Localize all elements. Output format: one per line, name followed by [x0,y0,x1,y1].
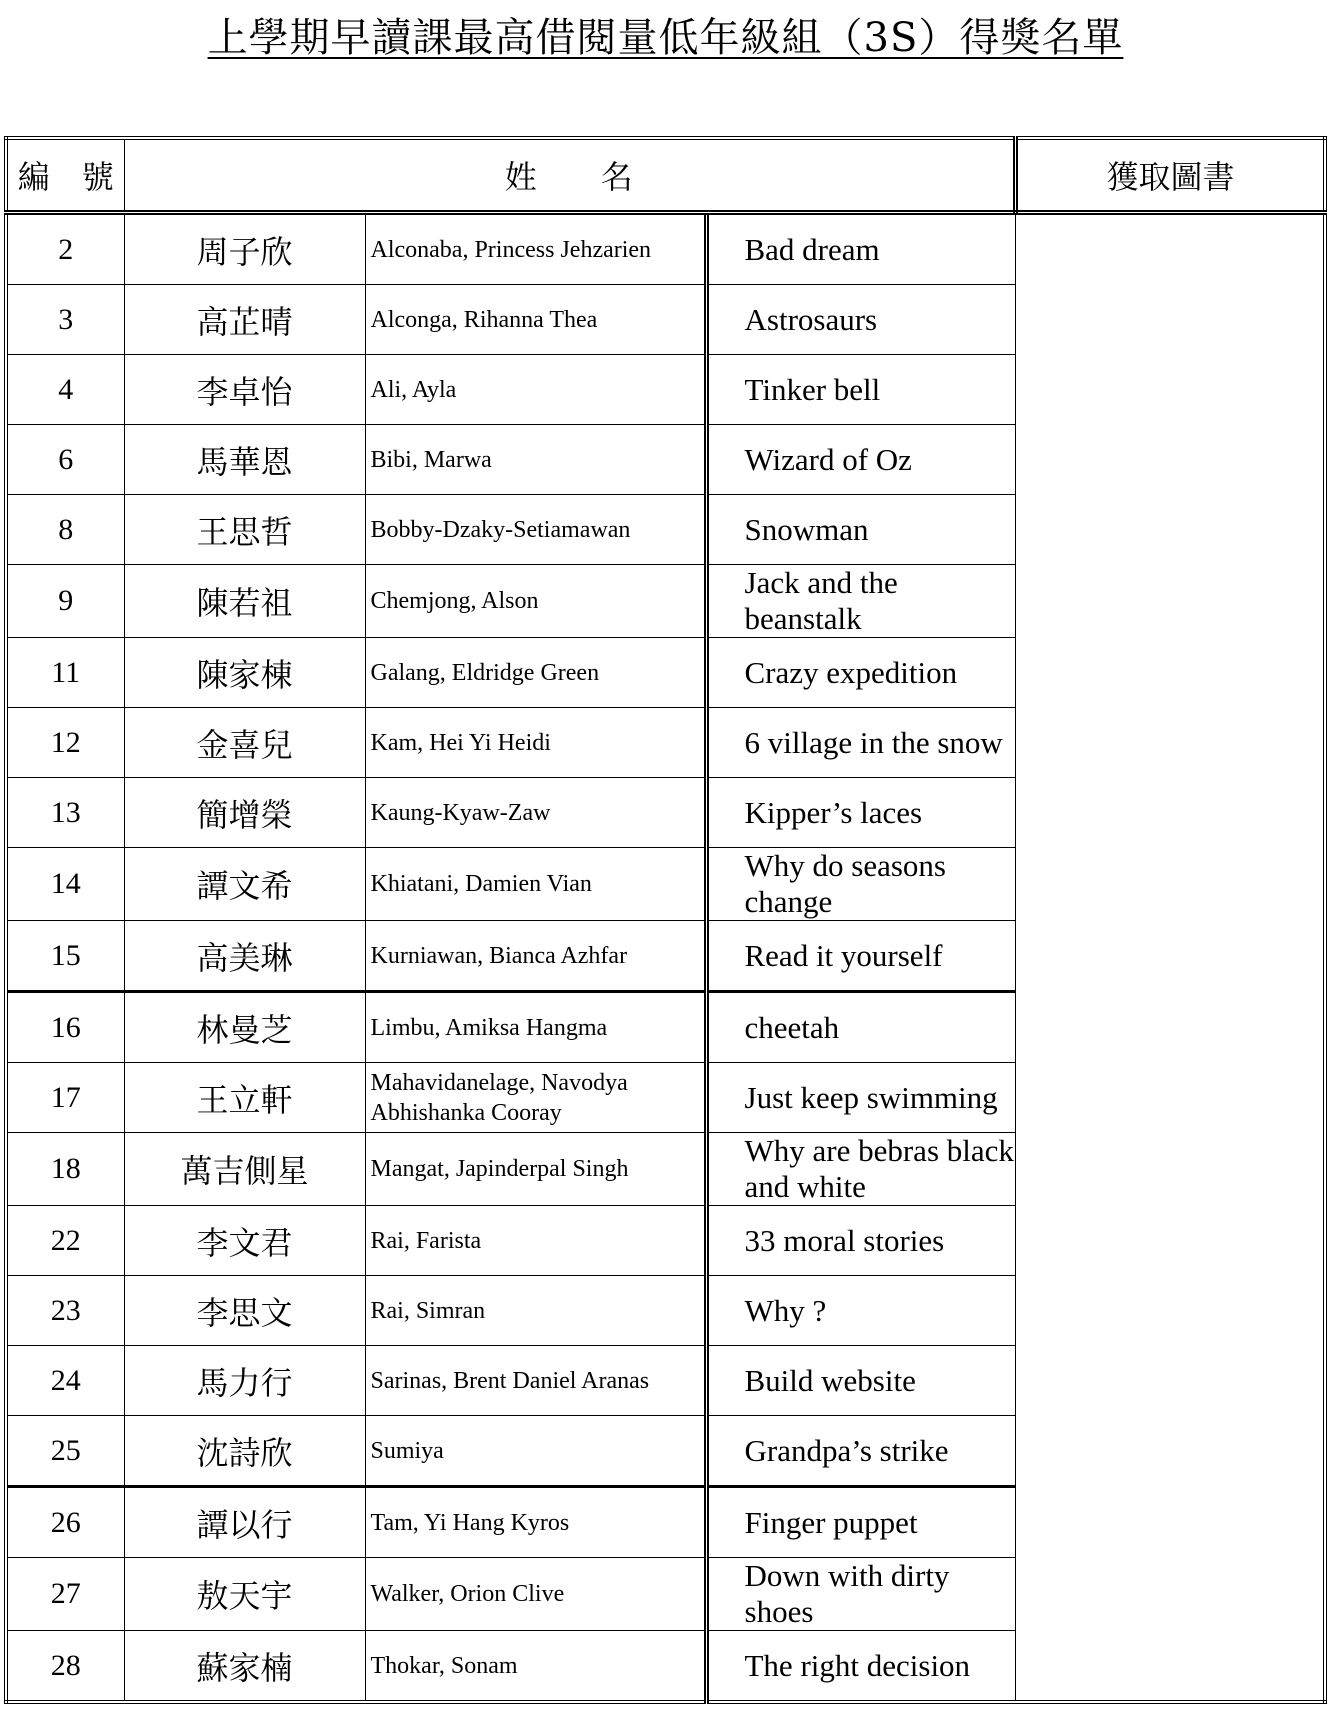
student-english-name: Chemjong, Alson [365,565,706,638]
student-number: 24 [6,1346,124,1416]
header-row [6,138,1325,213]
student-english-name: Limbu, Amiksa Hangma [365,992,706,1063]
student-english-name: Kurniawan, Bianca Azhfar [365,921,706,992]
table-row [6,708,1325,778]
student-english-name: Ali, Ayla [365,355,706,425]
header-number: 編 號 [6,138,124,213]
student-chinese-name: 萬吉側星 [124,1133,365,1206]
book-title: The right decision [706,1631,1016,1703]
student-number: 11 [6,638,124,708]
student-chinese-name: 王立軒 [124,1063,365,1133]
student-number: 28 [6,1631,124,1703]
student-english-name: Rai, Simran [365,1276,706,1346]
book-title: Why do seasons change [706,848,1016,921]
table-row [6,285,1325,355]
student-english-name: Rai, Farista [365,1206,706,1276]
table-row [6,1276,1325,1346]
student-number: 17 [6,1063,124,1133]
table-row [6,565,1325,638]
table-row [6,778,1325,848]
table-row [6,848,1325,921]
book-title: Jack and the beanstalk [706,565,1016,638]
table-row [6,1487,1325,1558]
student-english-name: Kaung-Kyaw-Zaw [365,778,706,848]
student-english-name: Sarinas, Brent Daniel Aranas [365,1346,706,1416]
student-english-name: Mangat, Japinderpal Singh [365,1133,706,1206]
student-chinese-name: 蘇家楠 [124,1631,365,1703]
student-english-name: Thokar, Sonam [365,1631,706,1703]
table-row [6,1631,1325,1703]
table-row [6,638,1325,708]
student-number: 2 [6,213,124,285]
student-chinese-name: 馬力行 [124,1346,365,1416]
student-number: 27 [6,1558,124,1631]
student-number: 18 [6,1133,124,1206]
student-number: 3 [6,285,124,355]
student-number: 8 [6,495,124,565]
book-title: Crazy expedition [706,638,1016,708]
table-row [6,1063,1325,1133]
page-title-text: 上學期早讀課最高借閱量低年級組（3S）得獎名單 [207,15,1124,61]
book-title: Why are bebras black and white [706,1133,1016,1206]
header-book: 獲取圖書 [1016,138,1326,213]
student-number: 6 [6,425,124,495]
student-chinese-name: 簡增榮 [124,778,365,848]
student-english-name: Galang, Eldridge Green [365,638,706,708]
book-title: Wizard of Oz [706,425,1016,495]
table-row [6,495,1325,565]
student-number: 14 [6,848,124,921]
page-title [0,12,1331,64]
table-row [6,921,1325,992]
header-name: 姓 名 [124,138,1016,213]
student-chinese-name: 譚文希 [124,848,365,921]
student-number: 23 [6,1276,124,1346]
student-number: 16 [6,992,124,1063]
student-number: 9 [6,565,124,638]
student-chinese-name: 馬華恩 [124,425,365,495]
book-title: Snowman [706,495,1016,565]
student-chinese-name: 周子欣 [124,213,365,285]
table-row [6,1416,1325,1487]
table-row [6,425,1325,495]
student-chinese-name: 高芷晴 [124,285,365,355]
award-table [4,136,1327,1704]
student-chinese-name: 李文君 [124,1206,365,1276]
book-title: Astrosaurs [706,285,1016,355]
book-title: 33 moral stories [706,1206,1016,1276]
student-english-name: Khiatani, Damien Vian [365,848,706,921]
table-row [6,1558,1325,1631]
table-row [6,992,1325,1063]
book-title: cheetah [706,992,1016,1063]
student-number: 13 [6,778,124,848]
book-title: Read it yourself [706,921,1016,992]
student-english-name: Bobby-Dzaky-Setiamawan [365,495,706,565]
student-chinese-name: 陳家棟 [124,638,365,708]
book-title: Kipper’s laces [706,778,1016,848]
student-chinese-name: 高美琳 [124,921,365,992]
student-chinese-name: 敖天宇 [124,1558,365,1631]
student-number: 12 [6,708,124,778]
student-english-name: Sumiya [365,1416,706,1487]
book-title: Finger puppet [706,1487,1016,1558]
student-english-name: Alconga, Rihanna Thea [365,285,706,355]
student-english-name: Bibi, Marwa [365,425,706,495]
book-title: Down with dirty shoes [706,1558,1016,1631]
student-number: 26 [6,1487,124,1558]
table-body [6,213,1325,1703]
student-chinese-name: 李卓怡 [124,355,365,425]
student-chinese-name: 譚以行 [124,1487,365,1558]
table-row [6,355,1325,425]
student-chinese-name: 陳若祖 [124,565,365,638]
book-title: Why ? [706,1276,1016,1346]
book-title: Grandpa’s strike [706,1416,1016,1487]
student-chinese-name: 金喜兒 [124,708,365,778]
student-english-name: Walker, Orion Clive [365,1558,706,1631]
book-title: Just keep swimming [706,1063,1016,1133]
book-title: 6 village in the snow [706,708,1016,778]
table-row [6,213,1325,285]
table-row [6,1346,1325,1416]
student-number: 22 [6,1206,124,1276]
student-english-name: Tam, Yi Hang Kyros [365,1487,706,1558]
table-row [6,1206,1325,1276]
student-english-name: Mahavidanelage, Navodya Abhishanka Cooray [365,1063,706,1133]
student-number: 4 [6,355,124,425]
student-chinese-name: 王思哲 [124,495,365,565]
student-chinese-name: 李思文 [124,1276,365,1346]
student-chinese-name: 林曼芝 [124,992,365,1063]
student-number: 25 [6,1416,124,1487]
table-header [6,138,1325,213]
student-english-name: Kam, Hei Yi Heidi [365,708,706,778]
table-row [6,1133,1325,1206]
book-title: Build website [706,1346,1016,1416]
book-title: Tinker bell [706,355,1016,425]
student-number: 15 [6,921,124,992]
student-english-name: Alconaba, Princess Jehzarien [365,213,706,285]
student-chinese-name: 沈詩欣 [124,1416,365,1487]
book-title: Bad dream [706,213,1016,285]
